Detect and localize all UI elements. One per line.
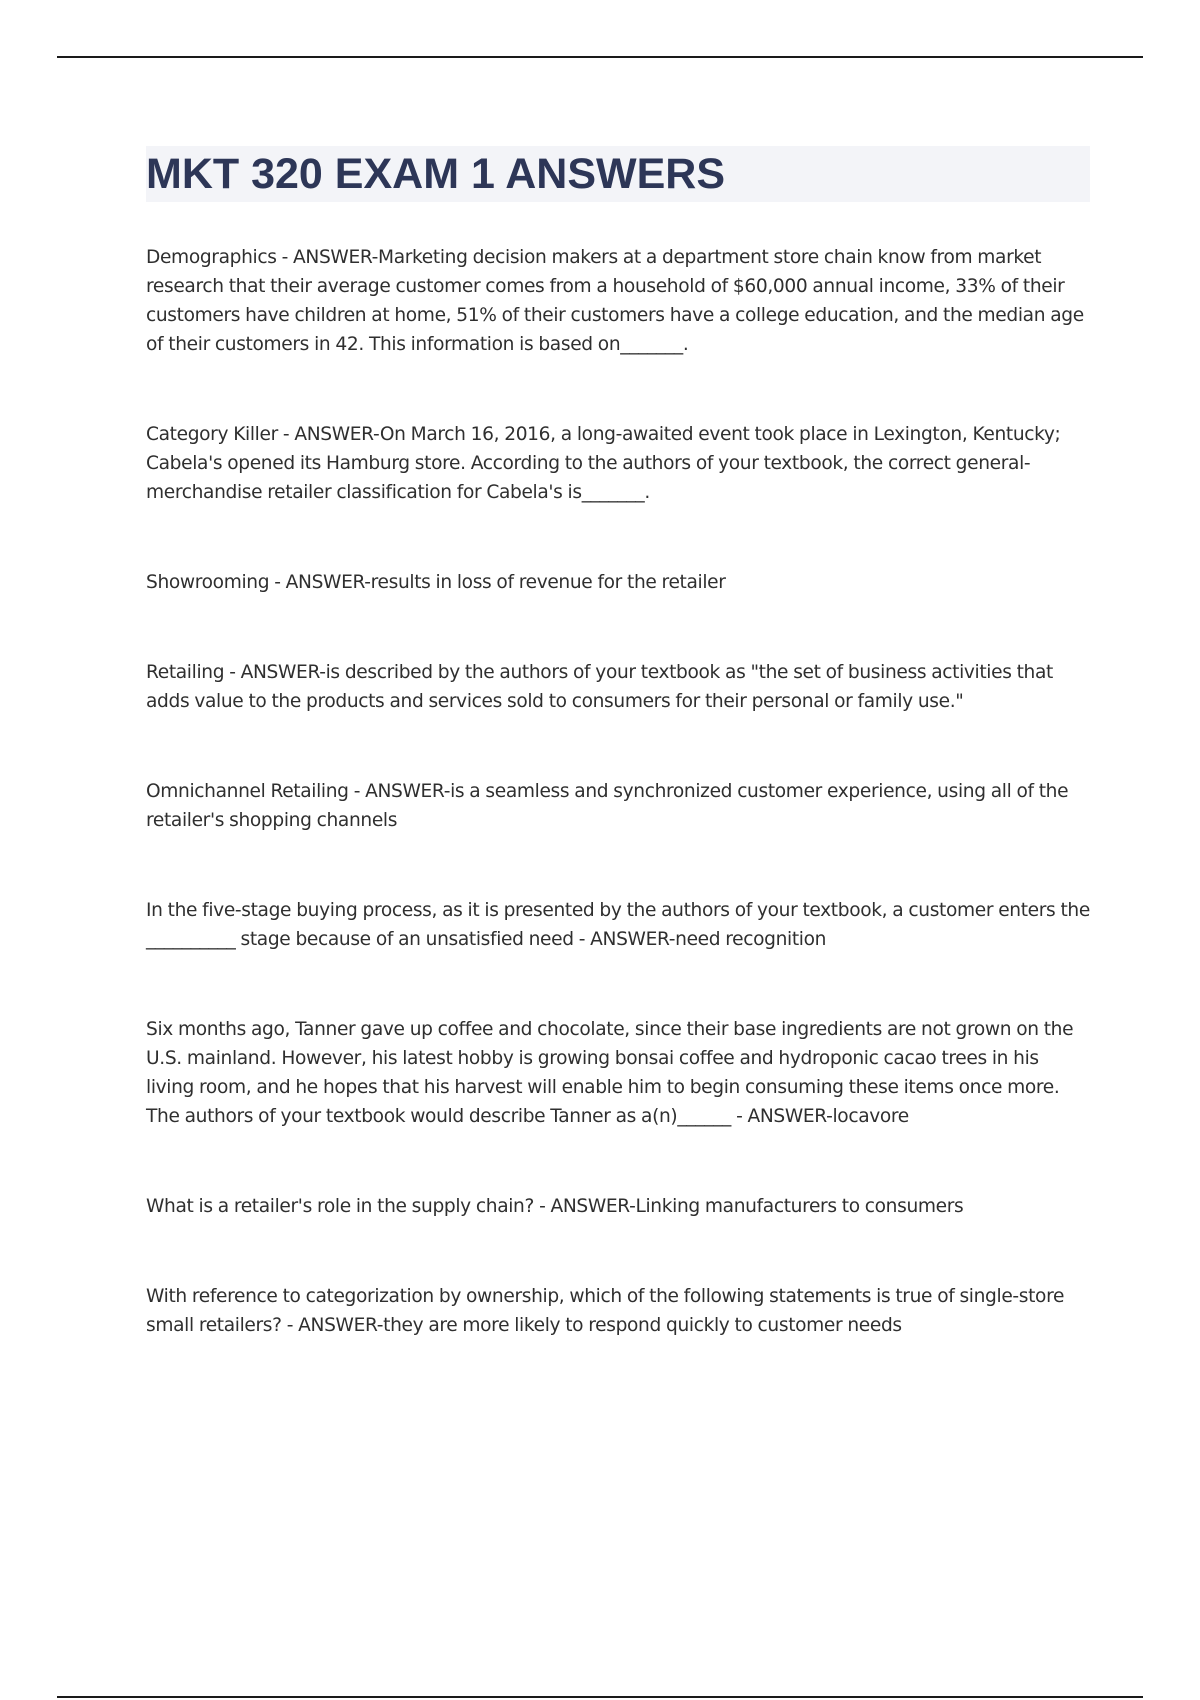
qa-entry-buying-process: In the five-stage buying process, as it is presented by the authors of your textbook, a customer enters the __________ stage because of an unsatisfied need - ANSWER-need recognition [146, 900, 1090, 950]
top-rule [57, 56, 1143, 58]
qa-entry-demographics: Demographics - ANSWER-Marketing decision makers at a department store chain know from market research that their average customer comes from a household of $60,000 annual income, 33% of their customers have children at home, 51% of their customers have a college education, and the median age of their customers in 42. This information is based on_______. [146, 247, 1084, 355]
bottom-rule [57, 1696, 1143, 1698]
qa-entry-supply-chain: What is a retailer's role in the supply chain? - ANSWER-Linking manufacturers to consumers [146, 1196, 964, 1217]
qa-entry-retailing: Retailing - ANSWER-is described by the authors of your textbook as "the set of business activities that adds value to the products and services sold to consumers for their personal or family use." [146, 662, 1053, 712]
qa-entries [146, 243, 1090, 1340]
qa-entry-omnichannel: Omnichannel Retailing - ANSWER-is a seamless and synchronized customer experience, using all of the retailer's shopping channels [146, 781, 1069, 831]
document-title: MKT 320 EXAM 1 ANSWERS [146, 149, 726, 198]
qa-entry-showrooming: Showrooming - ANSWER-results in loss of revenue for the retailer [146, 572, 726, 593]
qa-entry-ownership: With reference to categorization by ownership, which of the following statements is true of single-store small retailers? - ANSWER-they are more likely to respond quickly to customer needs [146, 1286, 1065, 1336]
title-band [146, 146, 1090, 202]
document-page [146, 146, 1090, 1401]
qa-entry-locavore: Six months ago, Tanner gave up coffee and chocolate, since their base ingredients are not grown on the U.S. mainland. However, his latest hobby is growing bonsai coffee and hydroponic cacao trees in his living room, and he hopes that his harvest will enable him to begin consuming these items once more. The authors of your textbook would describe Tanner as a(n)______ - ANSWER-locavore [146, 1019, 1074, 1127]
qa-entry-category-killer: Category Killer - ANSWER-On March 16, 2016, a long-awaited event took place in Lexington, Kentucky; Cabela's opened its Hamburg store. According to the authors of your textbook, the correct general-merchandise retailer classification for Cabela's is_______. [146, 424, 1061, 503]
